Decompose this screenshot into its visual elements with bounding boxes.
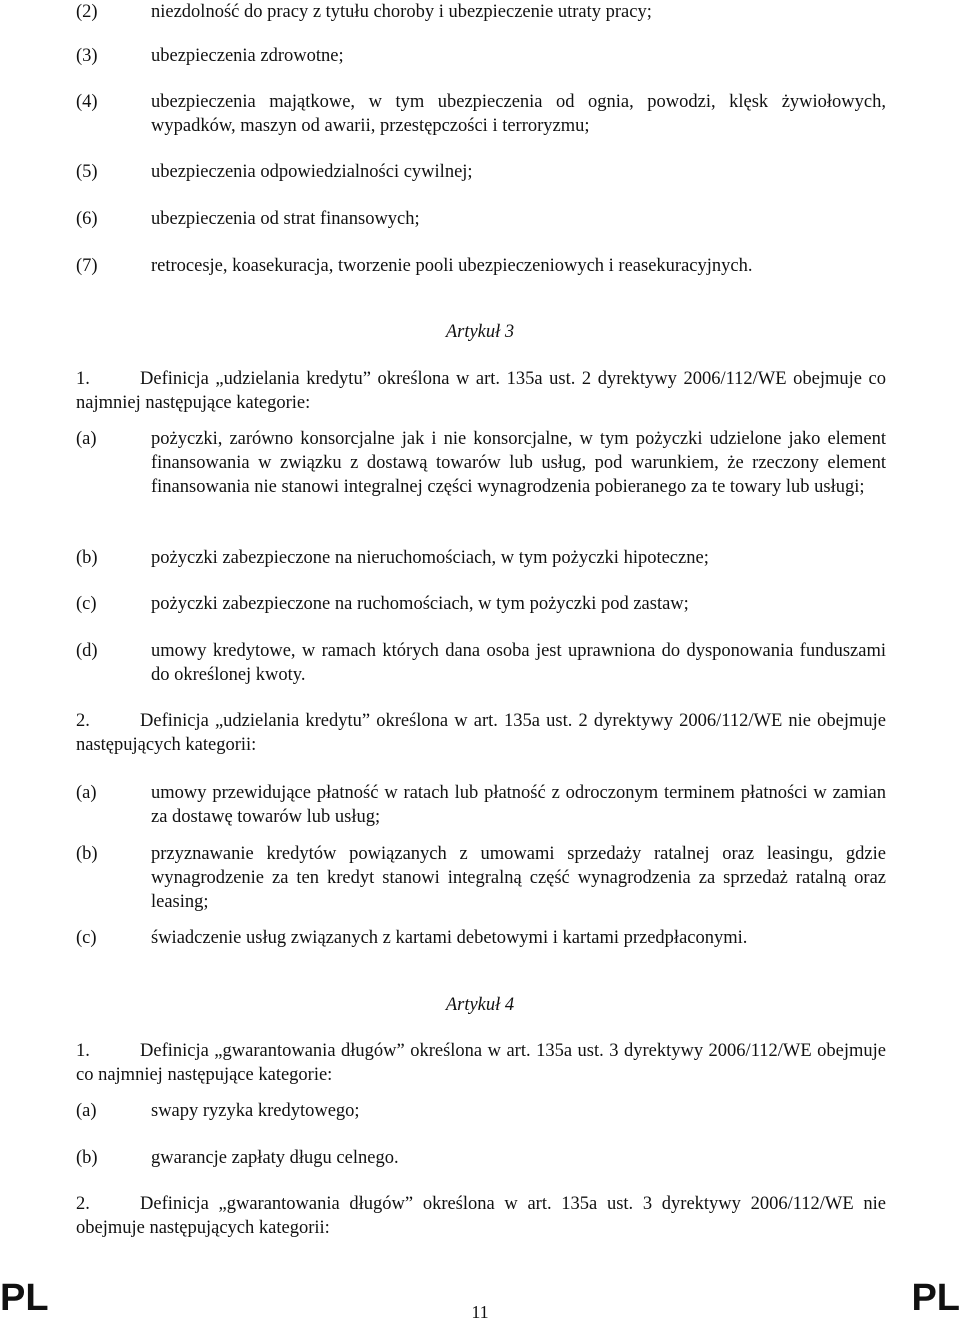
item-label: (b) (76, 548, 98, 568)
item-label: (4) (76, 92, 98, 112)
page-number: 11 (471, 1302, 489, 1322)
language-code-right: PL (911, 1277, 960, 1319)
item-label: (5) (76, 162, 98, 182)
item-text: niezdolność do pracy z tytułu choroby i ubezpieczenie utraty pracy; (151, 2, 652, 22)
item-label: (a) (76, 1101, 97, 1121)
list-item (76, 427, 886, 499)
item-label: (b) (76, 844, 98, 864)
list-item (76, 926, 886, 950)
item-text: przyznawanie kredytów powiązanych z umowami sprzedaży ratalnej oraz leasingu, gdzie wynagrodzenie za ten kredyt stanowi integralną część wynagrodzenia za sprzedaż ratalną oraz leasing; (151, 844, 886, 912)
article-heading: Artykuł 3 (445, 322, 515, 342)
list-item (76, 1099, 886, 1123)
item-label: (a) (76, 429, 97, 449)
list-item (76, 639, 886, 687)
list-item (76, 44, 886, 68)
paragraph-number: 1. (76, 369, 90, 389)
list-item (76, 781, 886, 829)
paragraph-text: Definicja „udzielania kredytu” określona w art. 135a ust. 2 dyrektywy 2006/112/WE obejmuje co najmniej następujące kategorie: (76, 369, 886, 413)
item-text: ubezpieczenia odpowiedzialności cywilnej; (151, 162, 473, 182)
list-item (76, 160, 886, 184)
paragraph-number: 2. (76, 711, 90, 731)
paragraph-text: Definicja „gwarantowania długów” określona w art. 135a ust. 3 dyrektywy 2006/112/WE nie obejmuje następujących kategorii: (76, 1194, 886, 1238)
item-text: pożyczki zabezpieczone na ruchomościach, w tym pożyczki pod zastaw; (151, 594, 689, 614)
item-label: (a) (76, 783, 97, 803)
paragraph (76, 1039, 886, 1087)
item-label: (3) (76, 46, 98, 66)
article-heading: Artykuł 4 (445, 995, 515, 1015)
item-text: umowy przewidujące płatność w ratach lub płatność z odroczonym terminem płatności w zamian za dostawę towarów lub usług; (151, 783, 886, 827)
item-label: (c) (76, 928, 97, 948)
item-text: pożyczki, zarówno konsorcjalne jak i nie konsorcjalne, w tym pożyczki udzielone jako element finansowania w związku z dostawą towarów lub usług, pod warunkiem, że rzeczony element finansowania nie stanowi integralnej części wynagrodzenia pobieranego za te towary lub usługi; (151, 429, 886, 497)
item-text: swapy ryzyka kredytowego; (151, 1101, 360, 1121)
language-code-left: PL (0, 1277, 49, 1319)
paragraph (76, 709, 886, 757)
item-label: (c) (76, 594, 97, 614)
list-item (76, 254, 886, 278)
list-item (76, 592, 886, 616)
list-item (76, 90, 886, 138)
paragraph-number: 2. (76, 1194, 90, 1214)
item-label: (6) (76, 209, 98, 229)
item-label: (7) (76, 256, 98, 276)
list-item (76, 1146, 886, 1170)
item-label: (d) (76, 641, 98, 661)
paragraph (76, 1192, 886, 1240)
item-text: ubezpieczenia majątkowe, w tym ubezpieczenia od ognia, powodzi, klęsk żywiołowych, wypadków, maszyn od awarii, przestępczości i terroryzmu; (151, 92, 886, 136)
item-text: umowy kredytowe, w ramach których dana osoba jest uprawniona do dysponowania funduszami do określonej kwoty. (151, 641, 886, 685)
paragraph-text: Definicja „udzielania kredytu” określona w art. 135a ust. 2 dyrektywy 2006/112/WE nie obejmuje następujących kategorii: (76, 711, 886, 755)
paragraph-number: 1. (76, 1041, 90, 1061)
list-item (76, 546, 886, 570)
item-label: (2) (76, 2, 98, 22)
item-text: ubezpieczenia zdrowotne; (151, 46, 344, 66)
paragraph-text: Definicja „gwarantowania długów” określona w art. 135a ust. 3 dyrektywy 2006/112/WE obejmuje co najmniej następujące kategorie: (76, 1041, 886, 1085)
item-text: gwarancje zapłaty długu celnego. (151, 1148, 399, 1168)
item-text: świadczenie usług związanych z kartami debetowymi i kartami przedpłaconymi. (151, 928, 748, 948)
list-item (76, 842, 886, 914)
item-label: (b) (76, 1148, 98, 1168)
item-text: retrocesje, koasekuracja, tworzenie pooli ubezpieczeniowych i reasekuracyjnych. (151, 256, 753, 276)
list-item (76, 207, 886, 231)
item-text: pożyczki zabezpieczone na nieruchomościach, w tym pożyczki hipoteczne; (151, 548, 709, 568)
paragraph (76, 367, 886, 415)
list-item (76, 0, 886, 24)
item-text: ubezpieczenia od strat finansowych; (151, 209, 420, 229)
